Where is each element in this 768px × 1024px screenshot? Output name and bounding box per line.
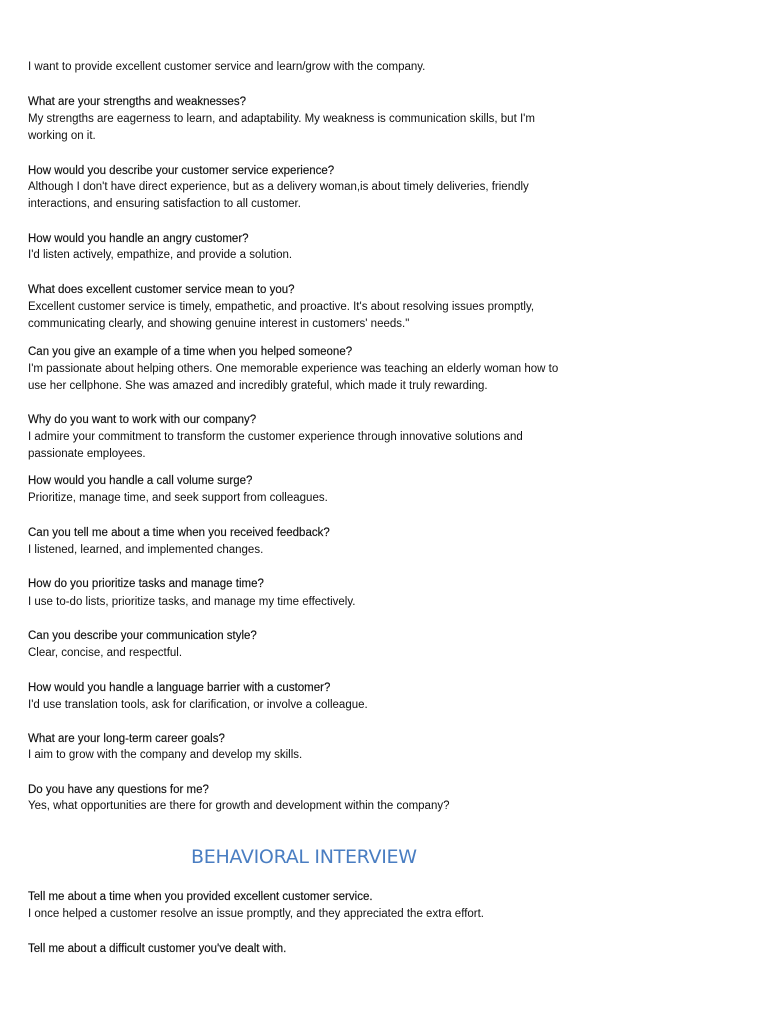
answer-line: Although I don't have direct experience, but as a delivery woman,is about timely deliveries, friendly <box>28 181 529 193</box>
question-strengths: What are your strengths and weaknesses? <box>28 96 246 108</box>
answer-line: I'd listen actively, empathize, and provide a solution. <box>28 249 293 261</box>
answer-line: working on it. <box>28 130 96 142</box>
answer-line: use her cellphone. She was amazed and incredibly grateful, which made it truly rewarding. <box>28 380 488 392</box>
question-questions-for-me: Do you have any questions for me? <box>28 784 209 796</box>
question-career-goals: What are your long-term career goals? <box>28 733 225 745</box>
question-language-barrier: How would you handle a language barrier with a customer? <box>28 682 331 694</box>
section-heading-behavioral: BEHAVIORAL INTERVIEW <box>191 846 417 868</box>
question-helped-someone: Can you give an example of a time when you helped someone? <box>28 346 353 358</box>
answer-line: Yes, what opportunities are there for growth and development within the company? <box>28 800 450 812</box>
answer-line: interactions, and ensuring satisfaction to all customer. <box>28 198 301 210</box>
intro-text: I want to provide excellent customer service and learn/grow with the company. <box>28 61 426 73</box>
question-experience: How would you describe your customer service experience? <box>28 165 335 177</box>
question-communication-style: Can you describe your communication style? <box>28 630 257 642</box>
answer-line: Clear, concise, and respectful. <box>28 647 183 659</box>
question-difficult-customer: Tell me about a difficult customer you've dealt with. <box>28 943 287 955</box>
question-prioritize: How do you prioritize tasks and manage time? <box>28 578 264 590</box>
question-feedback: Can you tell me about a time when you received feedback? <box>28 527 330 539</box>
answer-line: I use to-do lists, prioritize tasks, and manage my time effectively. <box>28 596 356 608</box>
answer-line: I once helped a customer resolve an issue promptly, and they appreciated the extra effort. <box>28 908 485 920</box>
answer-line: I listened, learned, and implemented changes. <box>28 544 264 556</box>
answer-line: passionate employees. <box>28 448 146 460</box>
answer-line: Prioritize, manage time, and seek support from colleagues. <box>28 492 328 504</box>
question-excellent-service: What does excellent customer service mean to you? <box>28 284 295 296</box>
answer-line: communicating clearly, and showing genuine interest in customers' needs." <box>28 318 410 330</box>
answer-line: Excellent customer service is timely, empathetic, and proactive. It's about resolving issues promptly, <box>28 301 535 313</box>
question-excellent-service-time: Tell me about a time when you provided excellent customer service. <box>28 891 373 903</box>
answer-line: My strengths are eagerness to learn, and adaptability. My weakness is communication skills, but I'm <box>28 113 535 125</box>
answer-line: I'm passionate about helping others. One memorable experience was teaching an elderly woman how to <box>28 363 559 375</box>
answer-line: I aim to grow with the company and develop my skills. <box>28 749 303 761</box>
answer-line: I'd use translation tools, ask for clarification, or involve a colleague. <box>28 699 368 711</box>
question-why-company: Why do you want to work with our company? <box>28 414 257 426</box>
question-angry-customer: How would you handle an angry customer? <box>28 233 249 245</box>
answer-line: I admire your commitment to transform the customer experience through innovative solutions and <box>28 431 523 443</box>
question-call-volume: How would you handle a call volume surge? <box>28 475 253 487</box>
